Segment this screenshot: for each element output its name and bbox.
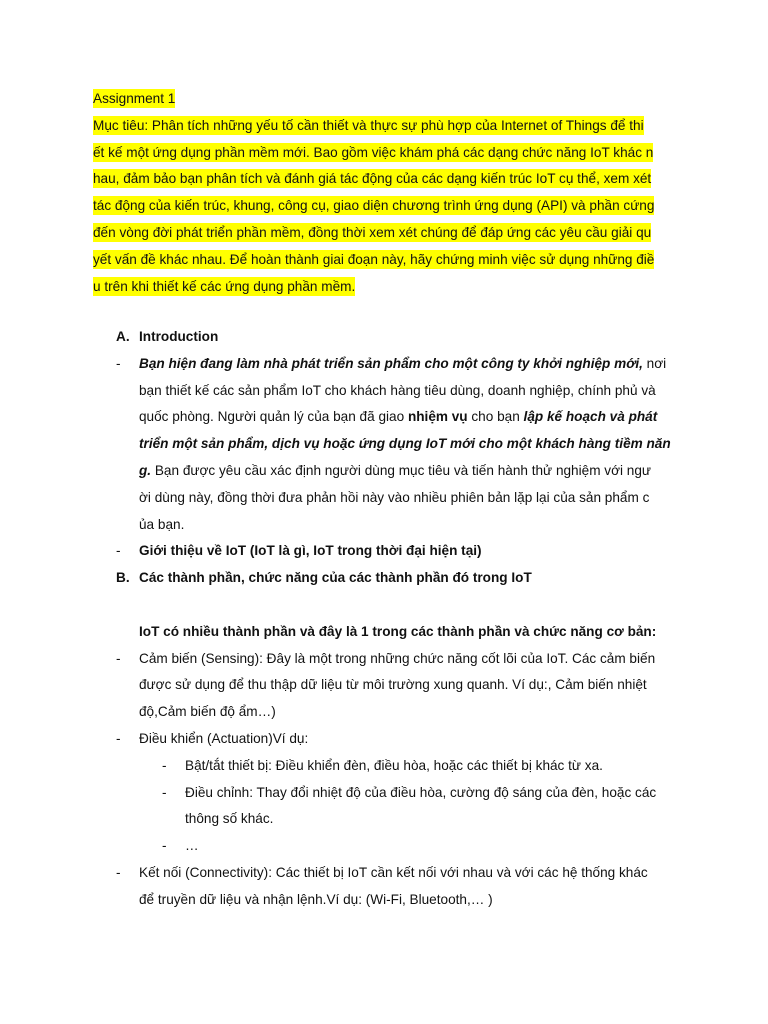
section-b-subheading bbox=[116, 619, 684, 646]
sensing-line3: độ,Cảm biến độ ẩm…) bbox=[139, 704, 276, 720]
objective-line-4: tác động của kiến trúc, khung, công cụ, giao diện chương trình ứng dụng (API) và phần cứng bbox=[93, 198, 655, 214]
bullet-marker: - bbox=[116, 650, 121, 666]
components-intro: IoT có nhiều thành phần và đây là 1 trong các thành phần và chức năng cơ bản: bbox=[139, 623, 657, 639]
iot-intro-text: Giới thiệu về IoT (IoT là gì, IoT trong thời đại hiện tại) bbox=[139, 543, 482, 559]
item1-line3-a: quốc phòng. Người quản lý của bạn đã giao bbox=[139, 409, 408, 425]
sensing-line1: Cảm biến (Sensing): Đây là một trong những chức năng cốt lõi của IoT. Các cảm biến bbox=[139, 650, 656, 666]
connectivity-item bbox=[116, 860, 684, 914]
item1-line3-c: cho bạn bbox=[467, 409, 524, 425]
actuation-item bbox=[116, 726, 684, 753]
objective-line-7: u trên khi thiết kế các ứng dụng phần mềm. bbox=[93, 278, 356, 294]
item1-line5-a: g. bbox=[139, 462, 152, 478]
section-a-item-1 bbox=[116, 351, 684, 539]
objective-line-3: hau, đảm bảo bạn phân tích và đánh giá tác động của các dạng kiến trúc IoT cụ thể, xem xét bbox=[93, 171, 652, 187]
item1-line6: ời dùng này, đồng thời đưa phản hồi này vào nhiều phiên bản lặp lại của sản phẩm c bbox=[139, 489, 650, 505]
sensing-item bbox=[116, 646, 684, 726]
item1-line2: bạn thiết kế các sản phẩm IoT cho khách hàng tiêu dùng, doanh nghiệp, chính phủ và bbox=[139, 382, 656, 398]
item1-line1-rest: nơi bbox=[642, 355, 667, 371]
sub-item-2-line2: thông số khác. bbox=[185, 811, 274, 827]
actuation-sub-item-3 bbox=[162, 833, 684, 860]
bullet-marker: - bbox=[116, 543, 121, 559]
sub-item-1-line1: Bật/tắt thiết bị: Điều khiển đèn, điều hòa, hoặc các thiết bị khác từ xa. bbox=[185, 757, 603, 773]
sensing-line2: được sử dụng để thu thập dữ liệu từ môi trường xung quanh. Ví dụ:, Cảm biến nhiệt bbox=[139, 677, 647, 693]
sub-item-2-line1: Điều chỉnh: Thay đổi nhiệt độ của điều hòa, cường độ sáng của đèn, hoặc các bbox=[185, 784, 657, 800]
sub-bullet-marker: - bbox=[162, 757, 167, 773]
sub-item-3-line1: … bbox=[185, 838, 199, 854]
sub-bullet-marker: - bbox=[162, 838, 167, 854]
section-a-title: Introduction bbox=[139, 329, 219, 344]
objective-line-5: đến vòng đời phát triển phần mềm, đồng thời xem xét chúng để đáp ứng các yêu cầu giải qu bbox=[93, 224, 652, 240]
actuation-sub-item-1 bbox=[162, 753, 684, 780]
connectivity-line1: Kết nối (Connectivity): Các thiết bị IoT cần kết nối với nhau và với các hệ thống khác bbox=[139, 864, 648, 880]
item1-line7: ủa bạn. bbox=[139, 516, 185, 532]
actuation-text: Điều khiển (Actuation)Ví dụ: bbox=[139, 730, 309, 746]
objective-line-1: Mục tiêu: Phân tích những yếu tố cần thiết và thực sự phù hợp của Internet of Things để thi bbox=[93, 117, 644, 133]
section-a-item-2 bbox=[116, 538, 684, 565]
objective-line-2: ết kế một ứng dụng phần mềm mới. Bao gồm việc khám phá các dạng chức năng IoT khác n bbox=[93, 144, 654, 160]
assignment-intro bbox=[93, 86, 683, 300]
section-b-marker: B. bbox=[116, 570, 130, 586]
section-a-marker: A. bbox=[116, 329, 130, 344]
item1-line1-emphasis: Bạn hiện đang làm nhà phát triển sản phẩm cho một công ty khởi nghiệp mới, bbox=[139, 355, 643, 371]
bullet-marker: - bbox=[116, 355, 121, 371]
section-b-heading bbox=[116, 565, 684, 592]
connectivity-line2: để truyền dữ liệu và nhận lệnh.Ví dụ: (Wi-Fi, Bluetooth,… ) bbox=[139, 891, 493, 907]
item1-line3-d: lập kế hoạch và phát bbox=[523, 409, 658, 425]
bullet-marker: - bbox=[116, 730, 121, 746]
assignment-title: Assignment 1 bbox=[93, 91, 176, 106]
item1-line3-task: nhiệm vụ bbox=[407, 409, 468, 425]
objective-line-6: yết vấn đề khác nhau. Để hoàn thành giai đoạn này, hãy chứng minh việc sử dụng những điề bbox=[93, 251, 655, 267]
sub-bullet-marker: - bbox=[162, 784, 167, 800]
section-b-title: Các thành phần, chức năng của các thành phần đó trong IoT bbox=[139, 570, 532, 586]
actuation-sub-item-2 bbox=[162, 780, 684, 834]
item1-line5-b: Bạn được yêu cầu xác định người dùng mục tiêu và tiến hành thử nghiệm với ngư bbox=[151, 462, 652, 478]
section-a-heading bbox=[116, 324, 684, 351]
document-body bbox=[116, 324, 684, 914]
item1-line4: triển một sản phẩm, dịch vụ hoặc ứng dụng IoT mới cho một khách hàng tiềm năn bbox=[139, 436, 671, 452]
bullet-marker: - bbox=[116, 864, 121, 880]
